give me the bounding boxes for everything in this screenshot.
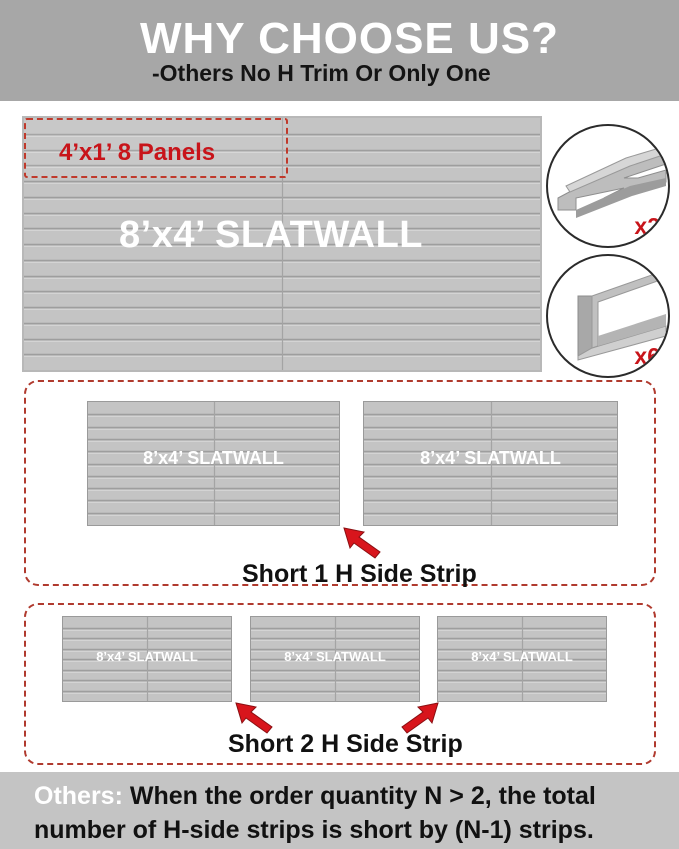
j-trim-circle bbox=[546, 254, 670, 378]
strip-caption: Short 2 H Side Strip bbox=[228, 730, 463, 758]
h-trim-circle bbox=[546, 124, 670, 248]
slatwall-panel-label: 8’x4’ SLATWALL bbox=[143, 448, 284, 468]
panel-size-callout bbox=[24, 118, 288, 178]
page-subtitle: -Others No H Trim Or Only One bbox=[152, 60, 491, 86]
arrow-icon bbox=[342, 526, 384, 560]
slatwall-panel bbox=[250, 616, 420, 702]
slatwall-panel bbox=[87, 401, 340, 526]
hero-slatwall-image bbox=[22, 116, 542, 372]
header-banner bbox=[0, 0, 679, 101]
slatwall-panel-label: 8’x4’ SLATWALL bbox=[284, 649, 386, 664]
h-trim-quantity: x2 bbox=[634, 213, 660, 239]
slatwall-panel-label: 8’x4’ SLATWALL bbox=[471, 649, 573, 664]
panel-size-label: 4’x1’ 8 Panels bbox=[59, 139, 216, 166]
footer-note bbox=[0, 772, 679, 849]
footer-key: Others: bbox=[34, 782, 123, 810]
comparison-one-section bbox=[24, 380, 656, 586]
page-title: WHY CHOOSE US? bbox=[140, 14, 560, 63]
comparison-two-section bbox=[24, 603, 656, 765]
slatwall-panel bbox=[62, 616, 232, 702]
slatwall-panel-label: 8’x4’ SLATWALL bbox=[420, 448, 561, 468]
footer-line-1 bbox=[34, 782, 596, 811]
slatwall-panel-label: 8’x4’ SLATWALL bbox=[96, 649, 198, 664]
j-trim-quantity: x6 bbox=[634, 343, 660, 369]
footer-line-2: number of H-side strips is short by (N-1) strips. bbox=[34, 816, 594, 844]
strip-caption: Short 1 H Side Strip bbox=[242, 560, 477, 588]
slatwall-panel bbox=[363, 401, 618, 526]
hero-slatwall-label: 8’x4’ SLATWALL bbox=[119, 214, 424, 256]
footer-line-1-text: When the order quantity N > 2, the total bbox=[122, 782, 596, 810]
slatwall-panel bbox=[437, 616, 607, 702]
